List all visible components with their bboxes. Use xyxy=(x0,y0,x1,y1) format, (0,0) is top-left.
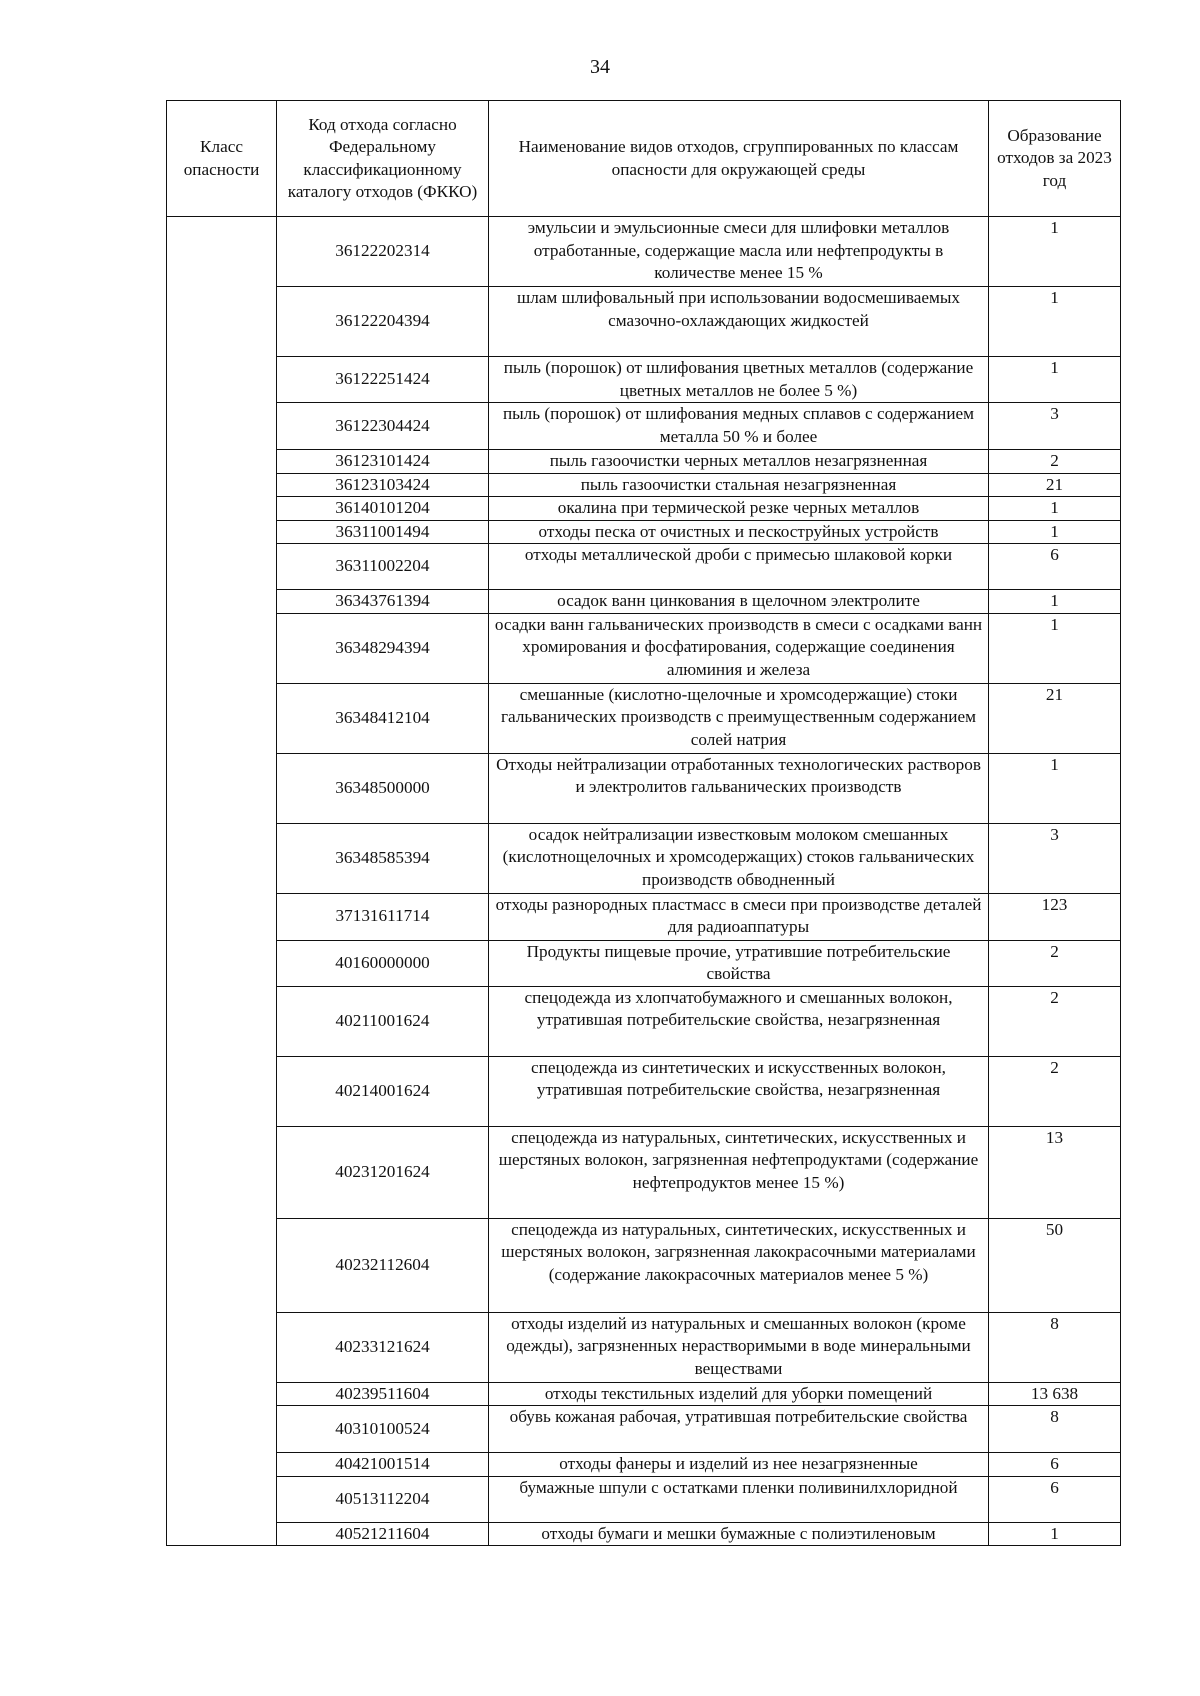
waste-name: спецодежда из хлопчатобумажного и смешанных волокон, утратившая потребительские свойства, незагрязненная xyxy=(489,986,989,1056)
table-header-row xyxy=(167,101,1121,217)
waste-amount: 13 638 xyxy=(989,1382,1121,1406)
waste-amount: 1 xyxy=(989,287,1121,357)
waste-name: отходы песка от очистных и пескоструйных устройств xyxy=(489,520,989,544)
table-row xyxy=(167,590,1121,614)
waste-name: осадок нейтрализации известковым молоком смешанных (кислотнощелочных и хромсодержащих) стоков гальванических производств обводненный xyxy=(489,823,989,893)
header-code: Код отхода согласно Федеральному классификационному каталогу отходов (ФККО) xyxy=(277,101,489,217)
waste-amount: 8 xyxy=(989,1406,1121,1453)
table-row xyxy=(167,450,1121,474)
waste-name: пыль газоочистки черных металлов незагрязненная xyxy=(489,450,989,474)
waste-amount: 1 xyxy=(989,497,1121,521)
table-row xyxy=(167,613,1121,683)
table-row xyxy=(167,357,1121,403)
waste-code: 36348294394 xyxy=(277,613,489,683)
waste-amount: 8 xyxy=(989,1312,1121,1382)
table-row xyxy=(167,940,1121,986)
waste-amount: 2 xyxy=(989,450,1121,474)
waste-amount: 3 xyxy=(989,823,1121,893)
waste-code: 40211001624 xyxy=(277,986,489,1056)
waste-amount: 6 xyxy=(989,1476,1121,1522)
waste-code: 36311001494 xyxy=(277,520,489,544)
waste-name: Продукты пищевые прочие, утратившие потребительские свойства xyxy=(489,940,989,986)
waste-name: шлам шлифовальный при использовании водосмешиваемых смазочно-охлаждающих жидкостей xyxy=(489,287,989,357)
waste-name: окалина при термической резке черных металлов xyxy=(489,497,989,521)
table-row xyxy=(167,1476,1121,1522)
waste-code: 36123103424 xyxy=(277,473,489,497)
table-row xyxy=(167,683,1121,753)
waste-code: 36140101204 xyxy=(277,497,489,521)
waste-amount: 1 xyxy=(989,613,1121,683)
waste-code: 36122202314 xyxy=(277,217,489,287)
waste-name: отходы изделий из натуральных и смешанных волокон (кроме одежды), загрязненных нерастворимыми в воде минеральными веществами xyxy=(489,1312,989,1382)
waste-code: 36123101424 xyxy=(277,450,489,474)
waste-name: Отходы нейтрализации отработанных технологических растворов и электролитов гальванических производств xyxy=(489,753,989,823)
header-hazard-class: Класс опасности xyxy=(167,101,277,217)
waste-amount: 1 xyxy=(989,590,1121,614)
waste-code: 36348585394 xyxy=(277,823,489,893)
waste-code: 40521211604 xyxy=(277,1522,489,1546)
waste-amount: 21 xyxy=(989,473,1121,497)
waste-name: отходы текстильных изделий для уборки помещений xyxy=(489,1382,989,1406)
waste-name: отходы бумаги и мешки бумажные с полиэтиленовым xyxy=(489,1522,989,1546)
table-row xyxy=(167,986,1121,1056)
table-row xyxy=(167,1218,1121,1312)
waste-code: 36311002204 xyxy=(277,544,489,590)
waste-amount: 3 xyxy=(989,403,1121,450)
table-row xyxy=(167,1453,1121,1477)
waste-amount: 50 xyxy=(989,1218,1121,1312)
waste-amount: 2 xyxy=(989,986,1121,1056)
table-row xyxy=(167,287,1121,357)
waste-name: пыль (порошок) от шлифования цветных металлов (содержание цветных металлов не более 5 %) xyxy=(489,357,989,403)
waste-code: 40421001514 xyxy=(277,1453,489,1477)
waste-name: отходы разнородных пластмасс в смеси при производстве деталей для радиоаппатуры xyxy=(489,893,989,940)
table-row xyxy=(167,753,1121,823)
waste-name: пыль (порошок) от шлифования медных сплавов с содержанием металла 50 % и более xyxy=(489,403,989,450)
table-row xyxy=(167,473,1121,497)
table-row xyxy=(167,544,1121,590)
waste-name: спецодежда из натуральных, синтетических, искусственных и шерстяных волокон, загрязненная лакокрасочными материалами (содержание лакокрасочных материалов менее 5 %) xyxy=(489,1218,989,1312)
waste-amount: 6 xyxy=(989,1453,1121,1477)
table-row xyxy=(167,1126,1121,1218)
waste-amount: 13 xyxy=(989,1126,1121,1218)
waste-name: отходы металлической дроби с примесью шлаковой корки xyxy=(489,544,989,590)
waste-amount: 1 xyxy=(989,753,1121,823)
waste-amount: 2 xyxy=(989,940,1121,986)
table-row xyxy=(167,497,1121,521)
page-number: 34 xyxy=(590,56,610,78)
waste-code: 36348412104 xyxy=(277,683,489,753)
table-row xyxy=(167,1406,1121,1453)
table-row xyxy=(167,217,1121,287)
waste-code: 36122304424 xyxy=(277,403,489,450)
waste-amount: 1 xyxy=(989,357,1121,403)
waste-code: 40160000000 xyxy=(277,940,489,986)
table-row xyxy=(167,1382,1121,1406)
waste-amount: 1 xyxy=(989,520,1121,544)
waste-code: 36122251424 xyxy=(277,357,489,403)
header-name: Наименование видов отходов, сгруппированных по классам опасности для окружающей среды xyxy=(489,101,989,217)
waste-code: 40214001624 xyxy=(277,1056,489,1126)
waste-code: 40513112204 xyxy=(277,1476,489,1522)
table-row xyxy=(167,520,1121,544)
waste-amount: 21 xyxy=(989,683,1121,753)
table-row xyxy=(167,1056,1121,1126)
waste-name: спецодежда из натуральных, синтетических, искусственных и шерстяных волокон, загрязненная нефтепродуктами (содержание нефтепродуктов менее 15 %) xyxy=(489,1126,989,1218)
waste-code: 40231201624 xyxy=(277,1126,489,1218)
waste-name: пыль газоочистки стальная незагрязненная xyxy=(489,473,989,497)
waste-code: 40310100524 xyxy=(277,1406,489,1453)
waste-amount: 123 xyxy=(989,893,1121,940)
waste-code: 36343761394 xyxy=(277,590,489,614)
waste-table xyxy=(166,100,1121,1546)
waste-code: 36348500000 xyxy=(277,753,489,823)
waste-amount: 1 xyxy=(989,1522,1121,1546)
waste-code: 36122204394 xyxy=(277,287,489,357)
header-amount: Образование отходов за 2023 год xyxy=(989,101,1121,217)
waste-amount: 1 xyxy=(989,217,1121,287)
waste-code: 37131611714 xyxy=(277,893,489,940)
waste-name: обувь кожаная рабочая, утратившая потребительские свойства xyxy=(489,1406,989,1453)
waste-code: 40232112604 xyxy=(277,1218,489,1312)
waste-amount: 6 xyxy=(989,544,1121,590)
waste-code: 40233121624 xyxy=(277,1312,489,1382)
table-row xyxy=(167,1522,1121,1546)
table-row xyxy=(167,1312,1121,1382)
table-row xyxy=(167,823,1121,893)
waste-amount: 2 xyxy=(989,1056,1121,1126)
waste-name: отходы фанеры и изделий из нее незагрязненные xyxy=(489,1453,989,1477)
waste-name: осадки ванн гальванических производств в смеси с осадками ванн хромирования и фосфатирования, содержащие соединения алюминия и железа xyxy=(489,613,989,683)
table-row xyxy=(167,893,1121,940)
waste-name: бумажные шпули с остатками пленки поливинилхлоридной xyxy=(489,1476,989,1522)
waste-name: спецодежда из синтетических и искусственных волокон, утратившая потребительские свойства, незагрязненная xyxy=(489,1056,989,1126)
waste-name: смешанные (кислотно-щелочные и хромсодержащие) стоки гальванических производств с преимущественным содержанием солей натрия xyxy=(489,683,989,753)
table-row xyxy=(167,403,1121,450)
table-body xyxy=(167,217,1121,1546)
waste-name: осадок ванн цинкования в щелочном электролите xyxy=(489,590,989,614)
hazard-class-cell xyxy=(167,217,277,1546)
waste-name: эмульсии и эмульсионные смеси для шлифовки металлов отработанные, содержащие масла или нефтепродукты в количестве менее 15 % xyxy=(489,217,989,287)
waste-code: 40239511604 xyxy=(277,1382,489,1406)
